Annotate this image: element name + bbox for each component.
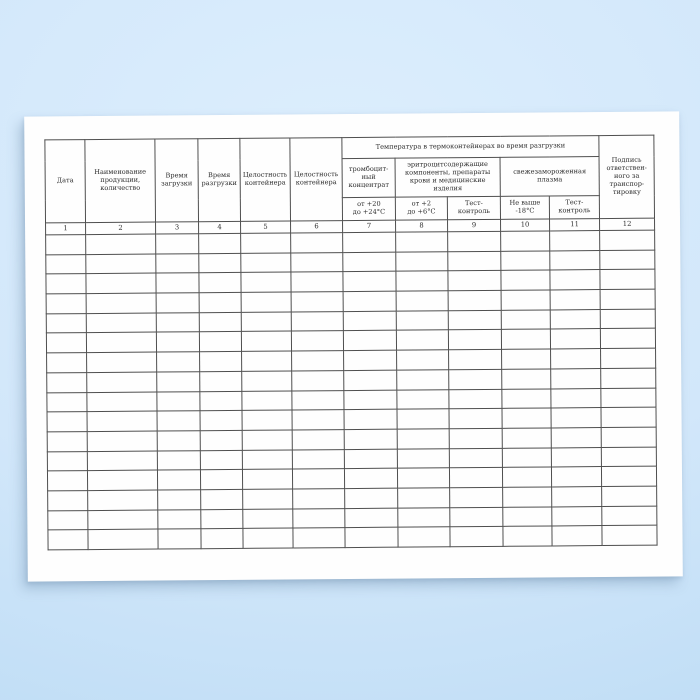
empty-cell [156, 273, 199, 293]
empty-cell [600, 230, 655, 250]
empty-cell [47, 412, 87, 432]
empty-cell [156, 312, 199, 332]
empty-cell [396, 232, 448, 252]
empty-cell [450, 507, 503, 527]
empty-cell [199, 312, 241, 332]
empty-cell [241, 272, 291, 292]
empty-cell [397, 448, 449, 468]
empty-cell [242, 430, 292, 450]
empty-cell [502, 467, 551, 487]
empty-cell [344, 468, 397, 488]
empty-cell [241, 233, 291, 253]
empty-cell [47, 431, 87, 451]
empty-cell [397, 409, 449, 429]
empty-cell [448, 290, 501, 310]
empty-cell [397, 350, 449, 370]
empty-cell [88, 529, 158, 549]
empty-cell [156, 293, 199, 313]
empty-cell [199, 292, 241, 312]
empty-cell [501, 270, 550, 290]
col-header-platelet-temp-range: от +20 до +24°С [342, 197, 395, 220]
empty-cell [200, 352, 242, 372]
empty-cell [48, 491, 88, 511]
empty-cell [551, 427, 601, 447]
empty-cell [201, 509, 243, 529]
empty-cell [501, 251, 550, 271]
empty-cell [157, 391, 200, 411]
col-header-fresh-frozen-plasma: свежезамороженная плазма [500, 157, 599, 197]
empty-cell [550, 329, 600, 349]
empty-cell [344, 390, 397, 410]
empty-cell [292, 429, 344, 449]
transport-temperature-log-table [44, 135, 657, 551]
empty-cell [345, 488, 398, 508]
empty-cell [199, 332, 241, 352]
empty-cell [344, 449, 397, 469]
empty-cell [502, 428, 551, 448]
empty-cell [46, 294, 86, 314]
column-number-cell: 9 [448, 219, 501, 231]
empty-cell [449, 428, 502, 448]
empty-cell [343, 252, 396, 272]
column-number-cell: 2 [86, 222, 156, 235]
empty-cell [291, 272, 343, 292]
empty-cell [46, 313, 86, 333]
empty-cell [397, 468, 449, 488]
empty-cell [448, 330, 501, 350]
empty-cell [156, 253, 199, 273]
empty-cell [87, 431, 157, 451]
empty-cell [397, 389, 449, 409]
empty-cell [158, 509, 201, 529]
empty-cell [398, 527, 450, 547]
empty-cell [243, 509, 293, 529]
empty-cell [601, 348, 656, 368]
empty-cell [47, 392, 87, 412]
empty-cell [87, 470, 157, 490]
empty-cell [242, 450, 292, 470]
col-header-platelet-concentrate: тромбоцит- ный концентрат [342, 158, 395, 197]
document-sheet [24, 111, 683, 581]
empty-cell [344, 370, 397, 390]
empty-cell [293, 528, 345, 548]
column-number-cell: 4 [199, 221, 241, 233]
empty-cell [503, 487, 552, 507]
empty-cell [292, 410, 344, 430]
col-header-loading-time: Время загрузки [155, 139, 199, 222]
empty-cell [200, 411, 242, 431]
empty-cell [601, 368, 656, 388]
empty-cell [242, 390, 292, 410]
empty-cell [396, 271, 448, 291]
empty-cell [502, 369, 551, 389]
empty-cell [501, 231, 550, 251]
empty-cell [292, 370, 344, 390]
empty-cell [552, 506, 602, 526]
empty-cell [87, 451, 157, 471]
empty-cell [47, 372, 87, 392]
empty-cell [396, 291, 448, 311]
empty-cell [293, 508, 345, 528]
empty-cell [88, 510, 158, 530]
empty-cell [551, 408, 601, 428]
empty-cell [551, 349, 601, 369]
table-body [46, 230, 658, 550]
empty-cell [86, 313, 156, 333]
empty-cell [343, 311, 396, 331]
empty-cell [291, 233, 343, 253]
empty-cell [501, 329, 550, 349]
empty-cell [449, 409, 502, 429]
empty-cell [291, 292, 343, 312]
empty-cell [502, 388, 551, 408]
empty-cell [157, 411, 200, 431]
empty-cell [157, 431, 200, 451]
col-header-date: Дата [45, 140, 86, 223]
empty-cell [449, 468, 502, 488]
empty-cell [243, 489, 293, 509]
empty-cell [200, 371, 242, 391]
empty-cell [46, 254, 86, 274]
empty-cell [600, 329, 655, 349]
empty-cell [343, 272, 396, 292]
empty-cell [344, 429, 397, 449]
empty-cell [199, 273, 241, 293]
empty-cell [600, 309, 655, 329]
col-header-container-integrity-1: Целостность контейнера [240, 138, 291, 221]
empty-cell [200, 450, 242, 470]
empty-data-row [48, 525, 657, 549]
empty-cell [292, 449, 344, 469]
empty-cell [158, 490, 201, 510]
column-number-cell: 1 [46, 223, 86, 235]
empty-cell [448, 251, 501, 271]
col-header-plasma-test-control: Тест- контроль [549, 196, 599, 219]
empty-cell [87, 372, 157, 392]
empty-cell [156, 234, 199, 254]
empty-cell [343, 291, 396, 311]
empty-cell [449, 349, 502, 369]
empty-cell [502, 408, 551, 428]
empty-cell [448, 231, 501, 251]
col-header-erythrocyte-components: эритроцитсодержащие компоненты, препараты крови и медицинские изделия [395, 157, 500, 197]
column-number-cell: 3 [156, 222, 199, 234]
col-header-temperature-group: Температура в термоконтейнерах во время разгрузки [342, 136, 599, 159]
empty-cell [48, 510, 88, 530]
empty-cell [343, 232, 396, 252]
empty-cell [600, 270, 655, 290]
empty-cell [398, 507, 450, 527]
empty-cell [344, 350, 397, 370]
empty-cell [550, 250, 600, 270]
empty-cell [292, 390, 344, 410]
empty-cell [86, 273, 156, 293]
col-header-plasma-temp-limit: Не выше -18°С [500, 196, 549, 219]
empty-cell [502, 448, 551, 468]
empty-cell [503, 507, 552, 527]
empty-cell [396, 330, 448, 350]
empty-cell [199, 233, 241, 253]
empty-cell [397, 429, 449, 449]
empty-cell [552, 486, 602, 506]
empty-cell [157, 352, 200, 372]
empty-cell [552, 526, 602, 546]
column-number-cell: 6 [291, 221, 343, 233]
empty-cell [449, 369, 502, 389]
col-header-erythrocyte-temp-range: от +2 до +6°С [395, 197, 447, 220]
empty-cell [241, 331, 291, 351]
empty-cell [86, 234, 156, 254]
empty-cell [503, 526, 552, 546]
empty-cell [293, 489, 345, 509]
column-number-cell: 12 [600, 218, 655, 230]
empty-cell [551, 467, 601, 487]
empty-cell [449, 389, 502, 409]
empty-cell [47, 451, 87, 471]
empty-cell [398, 488, 450, 508]
column-number-cell: 7 [343, 220, 396, 232]
empty-cell [200, 391, 242, 411]
empty-cell [157, 470, 200, 490]
empty-cell [87, 392, 157, 412]
col-header-product-name-quantity: Наименование продукции, количество [85, 139, 156, 223]
empty-cell [86, 293, 156, 313]
empty-cell [242, 351, 292, 371]
empty-cell [241, 312, 291, 332]
col-header-container-integrity-2: Целостность контейнера [290, 138, 343, 221]
empty-cell [601, 447, 656, 467]
empty-cell [602, 486, 657, 506]
empty-cell [550, 309, 600, 329]
empty-cell [201, 489, 243, 509]
empty-cell [243, 528, 293, 548]
empty-cell [602, 506, 657, 526]
empty-cell [46, 274, 86, 294]
empty-cell [200, 430, 242, 450]
empty-cell [600, 289, 655, 309]
empty-cell [200, 470, 242, 490]
empty-cell [242, 410, 292, 430]
empty-cell [291, 252, 343, 272]
empty-cell [291, 311, 343, 331]
empty-cell [602, 466, 657, 486]
empty-cell [551, 368, 601, 388]
empty-cell [501, 310, 550, 330]
empty-cell [87, 352, 157, 372]
col-header-unloading-time: Время разгрузки [198, 138, 241, 221]
column-number-cell: 8 [396, 220, 448, 232]
empty-cell [291, 331, 343, 351]
empty-cell [241, 253, 291, 273]
empty-cell [450, 527, 503, 547]
empty-cell [344, 409, 397, 429]
empty-cell [156, 332, 199, 352]
empty-cell [601, 407, 656, 427]
empty-cell [550, 270, 600, 290]
empty-cell [242, 371, 292, 391]
empty-cell [201, 529, 243, 549]
empty-cell [396, 251, 448, 271]
empty-cell [86, 332, 156, 352]
empty-cell [601, 388, 656, 408]
empty-cell [157, 372, 200, 392]
empty-cell [551, 388, 601, 408]
empty-cell [448, 310, 501, 330]
empty-cell [343, 331, 396, 351]
col-header-transport-signature: Подпись ответствен- ного за транспор- тировку [599, 135, 655, 218]
empty-cell [448, 271, 501, 291]
empty-cell [601, 427, 656, 447]
column-number-cell: 11 [550, 219, 600, 231]
empty-cell [501, 290, 550, 310]
empty-cell [550, 231, 600, 251]
empty-cell [157, 450, 200, 470]
empty-cell [551, 447, 601, 467]
empty-cell [600, 250, 655, 270]
empty-cell [397, 370, 449, 390]
empty-cell [199, 253, 241, 273]
empty-cell [292, 351, 344, 371]
empty-cell [345, 527, 398, 547]
empty-cell [47, 471, 87, 491]
empty-cell [345, 508, 398, 528]
empty-cell [449, 448, 502, 468]
empty-cell [46, 333, 86, 353]
empty-cell [242, 469, 292, 489]
empty-cell [292, 469, 344, 489]
empty-cell [46, 235, 86, 255]
col-header-erythrocyte-test-control: Тест- контроль [447, 196, 500, 219]
empty-cell [88, 490, 158, 510]
empty-cell [47, 353, 87, 373]
empty-cell [86, 254, 156, 274]
empty-cell [502, 349, 551, 369]
column-number-cell: 5 [241, 221, 291, 233]
column-number-cell: 10 [501, 219, 550, 231]
empty-cell [550, 290, 600, 310]
empty-cell [48, 530, 88, 550]
empty-cell [396, 311, 448, 331]
empty-cell [87, 411, 157, 431]
empty-cell [450, 487, 503, 507]
empty-cell [241, 292, 291, 312]
empty-cell [158, 529, 201, 549]
empty-cell [602, 525, 657, 545]
